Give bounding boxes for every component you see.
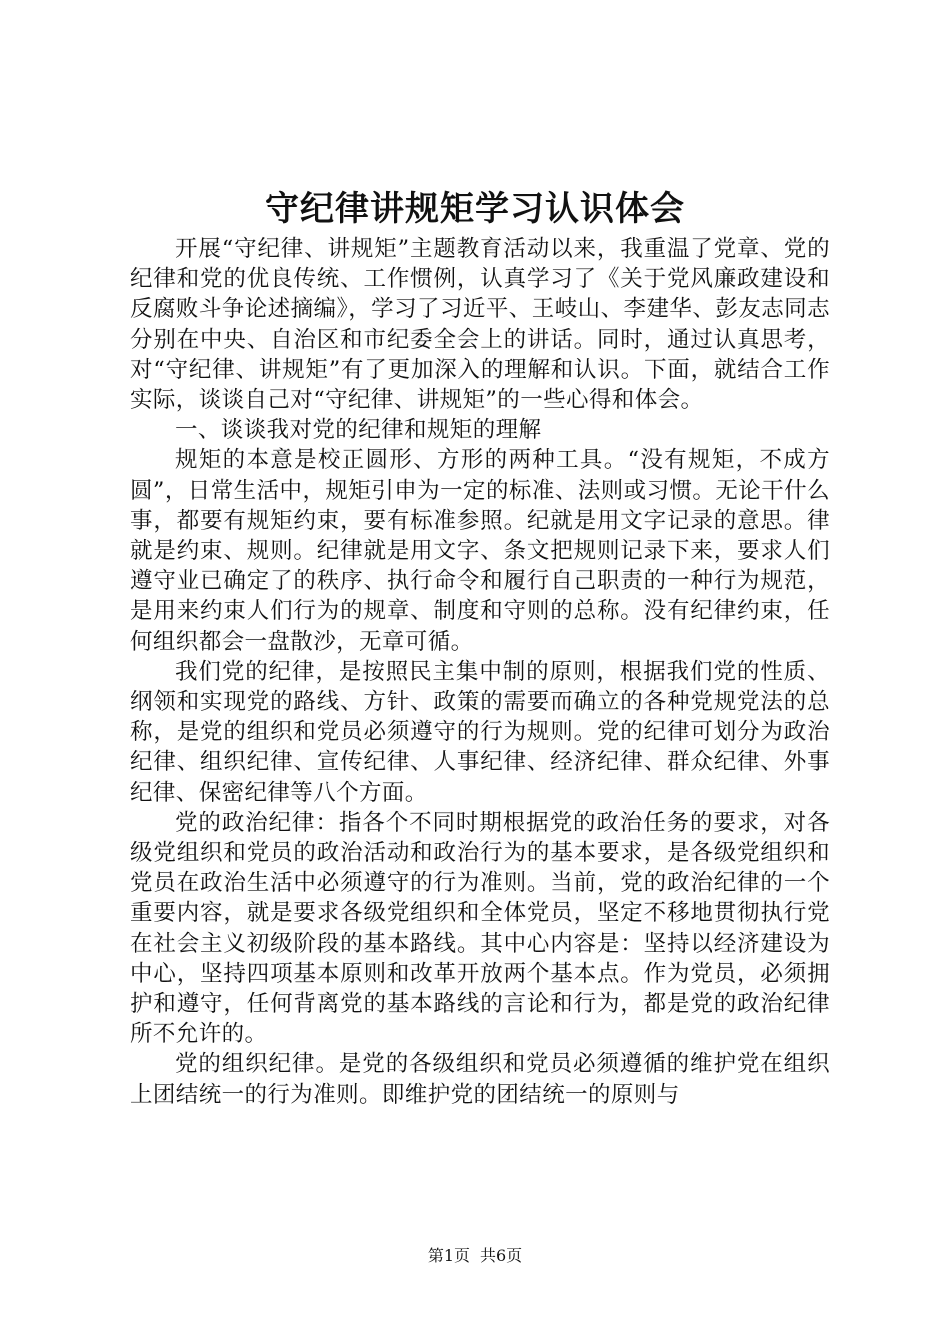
paragraph-party-discipline: 我们党的纪律，是按照民主集中制的原则，根据我们党的性质、纲领和实现党的路线、方针、政策的需要而确立的各种党规党法的总称，是党的组织和党员必须遵守的行为规则。党的纪律可划分为政治纪律、组织纪律、宣传纪律、人事纪律、经济纪律、群众纪律、外事纪律、保密纪律等八个方面。 [130, 658, 830, 806]
section-heading-1: 一、谈谈我对党的纪律和规矩的理解 [175, 417, 542, 444]
document-title: 守纪律讲规矩学习认识体会 [265, 189, 685, 229]
page-number: 第1页 [427, 1246, 470, 1265]
page-footer [0, 1244, 950, 1268]
paragraph-intro: 开展“守纪律、讲规矩”主题教育活动以来，我重温了党章、党的纪律和党的优良传统、工作惯例，认真学习了《关于党风廉政建设和反腐败斗争论述摘编》，学习了习近平、王岐山、李建华、彭友志同志分别在中央、自治区和市纪委全会上的讲话。同时，通过认真思考，对“守纪律、讲规矩”有了更加深入的理解和认识。下面，就结合工作实际，谈谈自己对“守纪律、讲规矩”的一些心得和体会。 [130, 236, 830, 414]
document-body [130, 234, 830, 1110]
paragraph-political-discipline: 党的政治纪律：指各个不同时期根据党的政治任务的要求，对各级党组织和党员的政治活动和政治行为的基本要求，是各级党组织和党员在政治生活中必须遵守的行为准则。当前，党的政治纪律的一个重要内容，就是要求各级党组织和全体党员，坚定不移地贯彻执行党在社会主义初级阶段的基本路线。其中心内容是：坚持以经济建设为中心，坚持四项基本原则和改革开放两个基本点。作为党员，必须拥护和遵守，任何背离党的基本路线的言论和行为，都是党的政治纪律所不允许的。 [130, 809, 830, 1048]
page-total: 共6页 [480, 1246, 523, 1265]
paragraph-organizational-discipline: 党的组织纪律。是党的各级组织和党员必须遵循的维护党在组织上团结统一的行为准则。即维护党的团结统一的原则与 [130, 1051, 830, 1108]
paragraph-rules-meaning: 规矩的本意是校正圆形、方形的两种工具。“没有规矩，不成方圆”，日常生活中，规矩引申为一定的标准、法则或习惯。无论干什么事，都要有规矩约束，要有标准参照。纪就是用文字记录的意思。律就是约束、规则。纪律就是用文字、条文把规则记录下来，要求人们遵守业已确定了的秩序、执行命令和履行自己职责的一种行为规范，是用来约束人们行为的规章、制度和守则的总称。没有纪律约束，任何组织都会一盘散沙，无章可循。 [130, 447, 830, 655]
